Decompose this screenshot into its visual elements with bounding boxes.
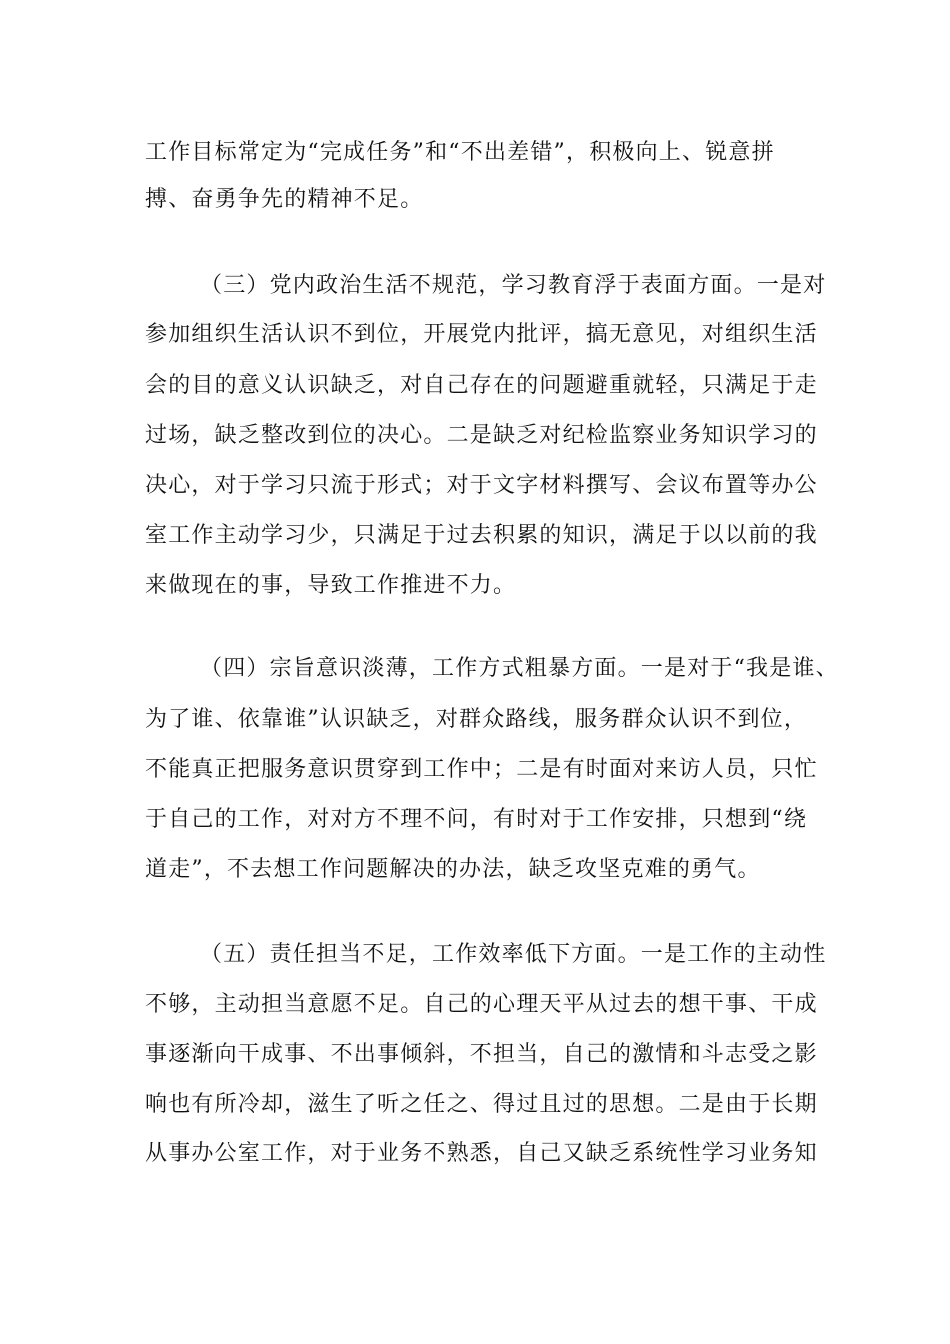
paragraph-line: 道走”，不去想工作问题解决的办法，缺乏攻坚克难的勇气。	[145, 857, 761, 882]
section-heading-line: （四）宗旨意识淡薄，工作方式粗暴方面。一是对于“我是谁、	[200, 656, 839, 681]
paragraph-line: 工作目标常定为“完成任务”和“不出差错”，积极向上、锐意拼	[145, 140, 775, 165]
paragraph-line: 事逐渐向干成事、不出事倾斜，不担当，自己的激情和斗志受之影	[145, 1042, 818, 1067]
paragraph-line: 决心，对于学习只流于形式；对于文字材料撰写、会议布置等办公	[145, 473, 818, 498]
paragraph-line: 参加组织生活认识不到位，开展党内批评，搞无意见，对组织生活	[145, 322, 818, 347]
paragraph-line: 从事办公室工作，对于业务不熟悉，自己又缺乏系统性学习业务知	[145, 1141, 818, 1166]
paragraph-line: 为了谁、依靠谁”认识缺乏，对群众路线，服务群众认识不到位，	[145, 707, 808, 732]
paragraph-line: 不能真正把服务意识贯穿到工作中；二是有时面对来访人员，只忙	[145, 757, 818, 782]
paragraph-line: 响也有所冷却，滋生了听之任之、得过且过的思想。二是由于长期	[145, 1092, 818, 1117]
paragraph-line: 会的目的意义认识缺乏，对自己存在的问题避重就轻，只满足于走	[145, 373, 818, 398]
paragraph-line: 搏、奋勇争先的精神不足。	[145, 187, 424, 212]
section-heading-line: （五）责任担当不足，工作效率低下方面。一是工作的主动性	[200, 942, 827, 967]
paragraph-line: 过场，缺乏整改到位的决心。二是缺乏对纪检监察业务知识学习的	[145, 423, 818, 448]
paragraph-line: 于自己的工作，对对方不理不问，有时对于工作安排，只想到“绕	[145, 807, 808, 832]
paragraph-line: 来做现在的事，导致工作推进不力。	[145, 573, 517, 598]
section-heading-line: （三）党内政治生活不规范，学习教育浮于表面方面。一是对	[200, 273, 827, 298]
paragraph-line: 不够，主动担当意愿不足。自己的心理天平从过去的想干事、干成	[145, 992, 818, 1017]
paragraph-line: 室工作主动学习少，只满足于过去积累的知识，满足于以以前的我	[145, 523, 818, 548]
